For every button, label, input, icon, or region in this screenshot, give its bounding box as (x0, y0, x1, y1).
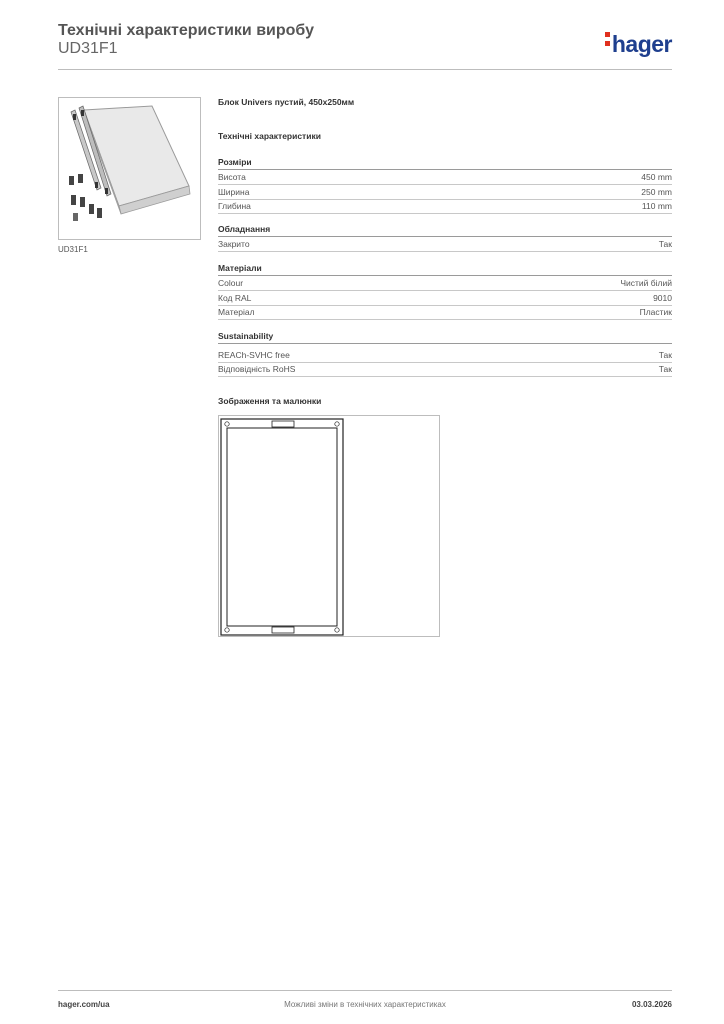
spec-label: Colour (218, 278, 244, 288)
spec-row (218, 291, 672, 306)
photo-caption: UD31F1 (58, 245, 88, 254)
spec-value: 110 mm (641, 201, 672, 211)
spec-value: Пластик (639, 307, 672, 317)
spec-row (218, 276, 672, 291)
logo-colon-icon (605, 28, 610, 50)
spec-value: 450 mm (641, 172, 672, 182)
hager-logo (605, 30, 672, 58)
spec-label: Матеріал (218, 307, 255, 317)
spec-row (218, 348, 672, 363)
spec-value: 250 mm (641, 187, 672, 197)
spec-value: Так (658, 239, 672, 249)
product-photo (58, 97, 201, 240)
spec-label: Відповідність RoHS (218, 364, 296, 374)
spec-label: Код RAL (218, 293, 252, 303)
drawings-heading: Зображення та малюнки (218, 396, 322, 406)
product-image (59, 98, 200, 239)
spec-row (218, 237, 672, 252)
page-header (58, 22, 672, 70)
spec-label: REACh-SVHC free (218, 350, 290, 360)
footer-date: 03.03.2026 (631, 1000, 672, 1009)
dimension-drawing (219, 416, 439, 636)
spec-row (218, 305, 672, 320)
footer-website-link[interactable]: hager.com/ua (58, 1000, 110, 1009)
spec-row (218, 170, 672, 185)
group-title-materials: Матеріали (218, 263, 672, 276)
spec-row (218, 199, 672, 214)
footer-notice: Можливі зміни в технічних характеристиках (284, 1000, 446, 1009)
specs-heading: Технічні характеристики (218, 131, 321, 141)
spec-value: Так (658, 350, 672, 360)
spec-value: Так (658, 364, 672, 374)
spec-value: Чистий білий (620, 278, 672, 288)
group-title-dimensions: Розміри (218, 157, 672, 170)
spec-label: Закрито (218, 239, 250, 249)
product-name: Блок Univers пустий, 450x250мм (218, 97, 355, 107)
spec-label: Висота (218, 172, 246, 182)
spec-label: Глибина (218, 201, 251, 211)
document-title: Технічні характеристики виробу (58, 22, 314, 39)
page-footer (58, 990, 672, 1014)
spec-label: Ширина (218, 187, 250, 197)
spec-value: 9010 (653, 293, 672, 303)
logo-text: hager (611, 31, 672, 57)
technical-drawing (218, 415, 440, 637)
spec-row (218, 185, 672, 200)
group-title-equipment: Обладнання (218, 224, 672, 237)
spec-row (218, 362, 672, 377)
group-title-sustainability: Sustainability (218, 331, 672, 344)
product-code: UD31F1 (58, 40, 118, 57)
